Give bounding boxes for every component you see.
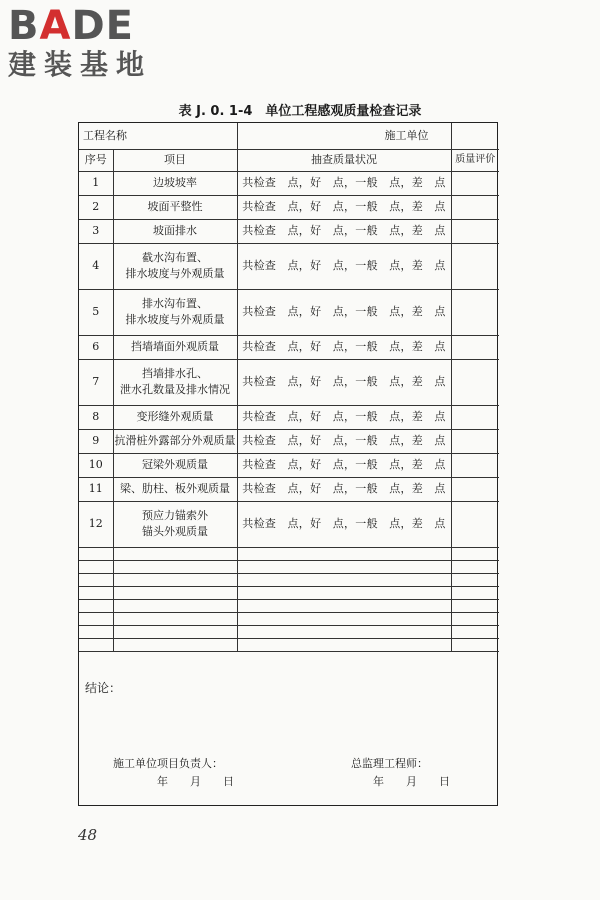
empty-cell[interactable]	[79, 612, 113, 625]
row-rating[interactable]	[451, 501, 499, 547]
row-number: 7	[79, 359, 113, 405]
row-rating[interactable]	[451, 359, 499, 405]
row-rating[interactable]	[451, 289, 499, 335]
empty-cell[interactable]	[451, 625, 499, 638]
empty-cell[interactable]	[451, 599, 499, 612]
empty-cell[interactable]	[451, 586, 499, 599]
row-number: 6	[79, 335, 113, 359]
table-row	[79, 405, 499, 429]
row-number: 9	[79, 429, 113, 453]
empty-cell[interactable]	[113, 547, 237, 560]
empty-row	[79, 599, 499, 612]
empty-cell[interactable]	[113, 612, 237, 625]
table-row	[79, 171, 499, 195]
row-item	[113, 501, 237, 547]
empty-cell[interactable]	[237, 560, 451, 573]
inspection-form	[78, 122, 498, 806]
table-row	[79, 289, 499, 335]
row-rating[interactable]	[451, 453, 499, 477]
row-rating[interactable]	[451, 171, 499, 195]
logo-text-cn: 建装基地	[8, 48, 153, 81]
empty-cell[interactable]	[113, 625, 237, 638]
project-row	[79, 123, 499, 149]
row-item: 变形缝外观质量	[113, 405, 237, 429]
contractor-signature-date: 年 月 日	[157, 775, 234, 788]
row-number: 10	[79, 453, 113, 477]
empty-cell[interactable]	[451, 573, 499, 586]
empty-cell[interactable]	[113, 573, 237, 586]
row-item-line2: 泄水孔数量及排水情况	[120, 383, 230, 396]
row-check-status: 共检查 点，好 点，一般 点，差 点	[237, 501, 451, 547]
row-check-status: 共检查 点，好 点，一般 点，差 点	[237, 335, 451, 359]
empty-cell[interactable]	[113, 586, 237, 599]
empty-cell[interactable]	[237, 638, 451, 651]
table-row	[79, 195, 499, 219]
empty-cell[interactable]	[79, 547, 113, 560]
table-row	[79, 243, 499, 289]
empty-cell[interactable]	[79, 599, 113, 612]
col-check-header: 抽查质量状况	[237, 149, 451, 171]
empty-cell[interactable]	[113, 599, 237, 612]
empty-row	[79, 560, 499, 573]
empty-cell[interactable]	[79, 586, 113, 599]
contractor-label: 施工单位	[237, 123, 451, 149]
empty-row	[79, 547, 499, 560]
row-rating[interactable]	[451, 195, 499, 219]
empty-row	[79, 573, 499, 586]
row-item: 梁、肋柱、板外观质量	[113, 477, 237, 501]
empty-cell[interactable]	[237, 612, 451, 625]
empty-row	[79, 612, 499, 625]
row-number: 11	[79, 477, 113, 501]
empty-cell[interactable]	[79, 560, 113, 573]
col-no-header: 序号	[79, 149, 113, 171]
row-number: 1	[79, 171, 113, 195]
empty-cell[interactable]	[451, 560, 499, 573]
row-check-status: 共检查 点，好 点，一般 点，差 点	[237, 405, 451, 429]
col-rating-header: 质量评价	[451, 149, 499, 171]
empty-cell[interactable]	[79, 625, 113, 638]
empty-cell[interactable]	[451, 612, 499, 625]
empty-cell[interactable]	[451, 547, 499, 560]
empty-cell[interactable]	[237, 599, 451, 612]
conclusion-label: 结论：	[85, 681, 122, 695]
table-row	[79, 219, 499, 243]
bade-logo	[8, 4, 178, 82]
row-check-status: 共检查 点，好 点，一般 点，差 点	[237, 453, 451, 477]
row-item	[113, 243, 237, 289]
empty-cell[interactable]	[79, 573, 113, 586]
row-item-line1: 挡墙排水孔、	[142, 367, 208, 380]
empty-cell[interactable]	[79, 638, 113, 651]
row-item: 冠梁外观质量	[113, 453, 237, 477]
logo-text-en: BADE	[8, 3, 134, 49]
row-rating[interactable]	[451, 335, 499, 359]
row-number: 2	[79, 195, 113, 219]
row-number: 12	[79, 501, 113, 547]
table-title: 表 J. 0. 1-4 单位工程感观质量检查记录	[178, 104, 422, 119]
row-item: 抗滑桩外露部分外观质量	[113, 429, 237, 453]
table-row	[79, 453, 499, 477]
row-item-line2: 排水坡度与外观质量	[125, 267, 225, 280]
empty-cell[interactable]	[237, 547, 451, 560]
row-rating[interactable]	[451, 219, 499, 243]
row-item: 边坡坡率	[113, 171, 237, 195]
row-check-status: 共检查 点，好 点，一般 点，差 点	[237, 243, 451, 289]
row-check-status: 共检查 点，好 点，一般 点，差 点	[237, 195, 451, 219]
row-item	[113, 289, 237, 335]
row-check-status: 共检查 点，好 点，一般 点，差 点	[237, 359, 451, 405]
row-item: 坡面排水	[113, 219, 237, 243]
empty-cell[interactable]	[113, 638, 237, 651]
row-item: 挡墙墙面外观质量	[113, 335, 237, 359]
row-number: 5	[79, 289, 113, 335]
row-number: 3	[79, 219, 113, 243]
empty-cell[interactable]	[451, 638, 499, 651]
row-rating[interactable]	[451, 477, 499, 501]
supervisor-signature-date: 年 月 日	[373, 775, 450, 788]
empty-row	[79, 625, 499, 638]
row-check-status: 共检查 点，好 点，一般 点，差 点	[237, 289, 451, 335]
empty-cell[interactable]	[237, 586, 451, 599]
table-row	[79, 501, 499, 547]
row-rating[interactable]	[451, 405, 499, 429]
row-check-status: 共检查 点，好 点，一般 点，差 点	[237, 219, 451, 243]
row-check-status: 共检查 点，好 点，一般 点，差 点	[237, 477, 451, 501]
page-number: 48	[78, 826, 98, 844]
table-row	[79, 359, 499, 405]
row-item-line2: 锚头外观质量	[142, 525, 208, 538]
contractor-signature-label: 施工单位项目负责人：	[113, 757, 223, 770]
row-item-line2: 排水坡度与外观质量	[125, 313, 225, 326]
empty-row	[79, 586, 499, 599]
row-check-status: 共检查 点，好 点，一般 点，差 点	[237, 429, 451, 453]
inspection-table	[79, 123, 499, 652]
row-item: 坡面平整性	[113, 195, 237, 219]
header-row	[79, 149, 499, 171]
supervisor-signature-label: 总监理工程师：	[351, 757, 428, 770]
row-item-line1: 排水沟布置、	[142, 297, 208, 310]
row-number: 8	[79, 405, 113, 429]
empty-cell[interactable]	[237, 573, 451, 586]
project-name-label: 工程名称	[79, 123, 237, 149]
contractor-value[interactable]	[451, 123, 499, 149]
empty-cell[interactable]	[113, 560, 237, 573]
empty-row	[79, 638, 499, 651]
row-rating[interactable]	[451, 429, 499, 453]
row-item	[113, 359, 237, 405]
row-number: 4	[79, 243, 113, 289]
row-item-line1: 预应力锚索外	[142, 509, 208, 522]
table-row	[79, 429, 499, 453]
empty-cell[interactable]	[237, 625, 451, 638]
col-item-header: 项目	[113, 149, 237, 171]
row-check-status: 共检查 点，好 点，一般 点，差 点	[237, 171, 451, 195]
table-row	[79, 335, 499, 359]
table-row	[79, 477, 499, 501]
row-rating[interactable]	[451, 243, 499, 289]
row-item-line1: 截水沟布置、	[142, 251, 208, 264]
